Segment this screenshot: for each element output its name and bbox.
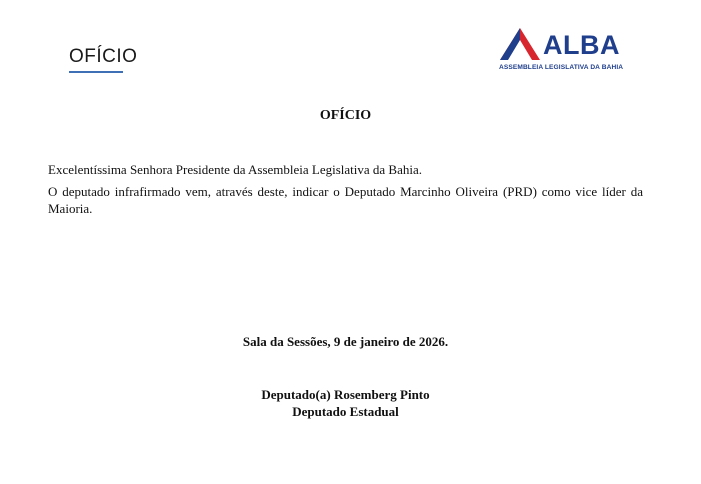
document-title: OFÍCIO xyxy=(319,108,372,123)
alba-logo xyxy=(498,26,624,76)
signature-name: Deputado(a) Rosemberg Pinto xyxy=(261,387,430,402)
header-label xyxy=(69,46,137,73)
logo-subtitle: ASSEMBLEIA LEGISLATIVA DA BAHIA xyxy=(499,64,624,71)
alba-triangle-icon xyxy=(498,26,542,62)
header-underline xyxy=(69,71,123,73)
logo-name: ALBA xyxy=(543,30,620,60)
salutation-paragraph: Excelentíssima Senhora Presidente da Assembleia Legislativa da Bahia. xyxy=(48,162,423,177)
place-date: Sala da Sessões, 9 de janeiro de 2026. xyxy=(242,334,449,349)
header-label-text: OFÍCIO xyxy=(69,46,138,67)
signature-role: Deputado Estadual xyxy=(292,404,399,419)
body-paragraph: O deputado infrafirmado vem, através deste, indicar o Deputado Marcinho Oliveira (PRD) como vice líder da Maioria. xyxy=(48,184,643,216)
